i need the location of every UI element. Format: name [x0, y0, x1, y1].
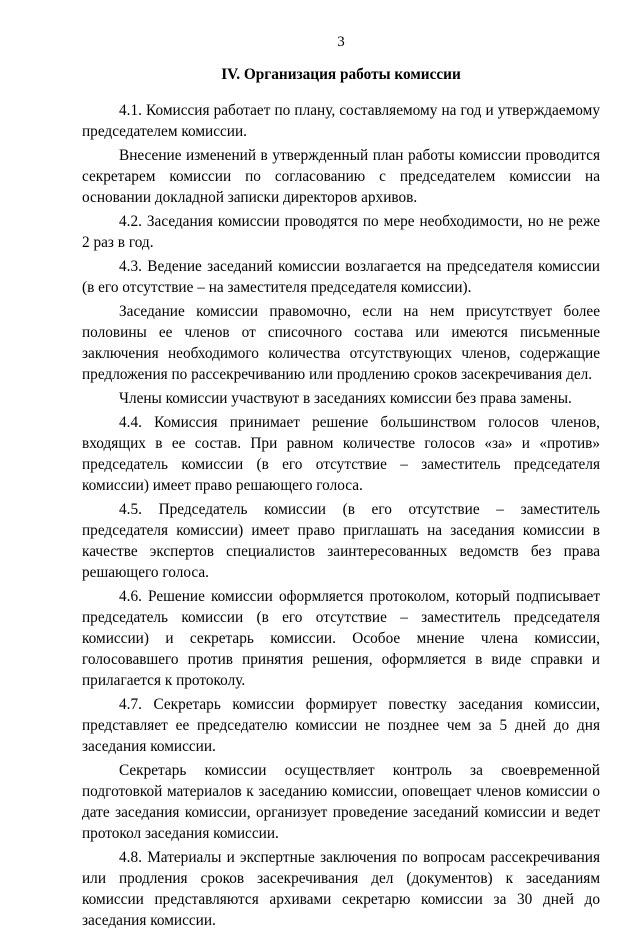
paragraph-4-7: 4.7. Секретарь комиссии формирует повестку заседания комиссии, представляет ее председателю комиссии не позднее чем за 5 дней до дня заседания комиссии. — [82, 696, 600, 755]
paragraph-4-5: 4.5. Председатель комиссии (в его отсутствие – заместитель председателя комиссии) имеет право приглашать на заседания комиссии в качестве экспертов специалистов заинтересованных ведомств без права решающего голоса. — [82, 501, 600, 581]
paragraph-members: Члены комиссии участвуют в заседаниях комиссии без права замены. — [119, 390, 572, 407]
paragraph-4-4: 4.4. Комиссия принимает решение большинством голосов членов, входящих в ее состав. При равном количестве голосов «за» и «против» председатель комиссии (в его отсутствие – заместитель председателя комиссии) имеет право решающего голоса. — [82, 414, 600, 494]
section-title: IV. Организация работы комиссии — [221, 66, 461, 83]
page-number: 3 — [337, 34, 345, 50]
paragraph-4-1: 4.1. Комиссия работает по плану, составляемому на год и утверждаемому председателем комиссии. — [82, 102, 600, 140]
paragraph-secretary-duties: Секретарь комиссии осуществляет контроль за своевременной подготовкой материалов к заседанию комиссии, оповещает членов комиссии о дате заседания комиссии, организует проведение заседаний комиссии и ведет протокол заседания комиссии. — [82, 762, 600, 842]
paragraph-4-8: 4.8. Материалы и экспертные заключения по вопросам рассекречивания или продления сроков засекречивания дел (документов) к заседаниям комиссии представляются архивами секретарю комиссии за 30 дней до заседания комиссии. — [82, 849, 600, 929]
paragraph-4-6: 4.6. Решение комиссии оформляется протоколом, который подписывает председатель комиссии (в его отсутствие – заместитель председателя комиссии) и секретарь комиссии. Особое мнение члена комиссии, голосовавшего против принятия решения, оформляется в виде справки и прилагается к протоколу. — [82, 588, 600, 689]
paragraph-4-3: 4.3. Ведение заседаний комиссии возлагается на председателя комиссии (в его отсутствие – на заместителя председателя комиссии). — [82, 258, 600, 296]
paragraph-plan-changes: Внесение изменений в утвержденный план работы комиссии проводится секретарем комиссии по согласованию с председателем комиссии на основании докладной записки директоров архивов. — [82, 147, 600, 206]
paragraph-quorum: Заседание комиссии правомочно, если на нем присутствует более половины ее членов от списочного состава или имеются письменные заключения необходимого количества отсутствующих членов, содержащие предложения по рассекречиванию или продлению сроков засекречивания дел. — [82, 303, 600, 383]
paragraph-4-2: 4.2. Заседания комиссии проводятся по мере необходимости, но не реже 2 раз в год. — [82, 213, 600, 251]
